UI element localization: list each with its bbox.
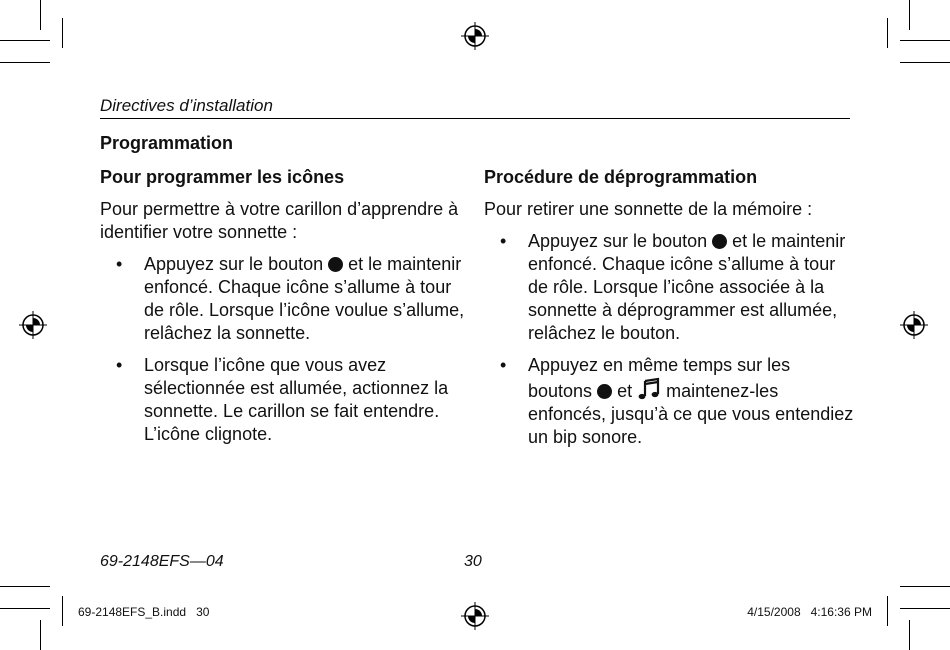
- bullet: •: [116, 355, 123, 375]
- list-item: [100, 354, 470, 446]
- crop-mark: [40, 620, 41, 650]
- list-item: [100, 253, 470, 345]
- crop-mark: [900, 62, 950, 63]
- document-code: 69-2148EFS—04: [100, 553, 224, 570]
- slug-filename: 69-2148EFS_B.indd 30: [78, 605, 210, 619]
- crop-mark: [887, 18, 888, 48]
- bullet: •: [500, 355, 507, 375]
- filled-circle-icon: [712, 234, 727, 249]
- crop-mark: [887, 596, 888, 626]
- bullet-text: Appuyez sur le bouton: [528, 231, 708, 251]
- filled-circle-icon: [328, 257, 343, 272]
- registration-mark-icon: [461, 22, 489, 50]
- list-item: [484, 230, 854, 345]
- section-title: Programmation: [100, 133, 234, 153]
- left-column: [100, 166, 470, 455]
- list-item: [484, 354, 854, 449]
- left-intro: Pour permettre à votre carillon d’apprendre à identifier votre sonnette :: [100, 199, 459, 242]
- registration-mark-icon: [19, 311, 47, 339]
- bullet: •: [500, 231, 507, 251]
- bullet-text: maintenez-les enfoncés, jusqu’à ce que vous entendiez un bip sonore.: [528, 381, 854, 447]
- crop-mark: [909, 0, 910, 30]
- page-number: 30: [464, 553, 482, 570]
- filled-circle-icon: [597, 384, 612, 399]
- running-header: Directives d’installation: [100, 96, 273, 115]
- right-subtitle: Procédure de déprogrammation: [484, 167, 758, 187]
- header-rule: [100, 118, 850, 119]
- slug-timestamp: 4/15/2008 4:16:36 PM: [747, 605, 872, 619]
- bullet-text: et: [617, 381, 633, 401]
- crop-mark: [900, 586, 950, 587]
- bullet-text: et le maintenir enfoncé. Chaque icône s’allume à tour de rôle. Lorsque l’icône voulue s’allume, relâchez la sonnette.: [144, 254, 465, 343]
- bullet-text: Appuyez en même temps sur les boutons: [528, 355, 791, 401]
- bullet-text: et le maintenir enfoncé. Chaque icône s’allume à tour de rôle. Lorsque l’icône associée à la sonnette à déprogrammer est allumée, relâchez le bouton.: [528, 231, 846, 343]
- crop-mark: [900, 40, 950, 41]
- crop-mark: [0, 586, 50, 587]
- crop-mark: [0, 62, 50, 63]
- left-subtitle: Pour programmer les icônes: [100, 167, 345, 187]
- right-column: [484, 166, 854, 458]
- right-bullet-list: [484, 230, 854, 449]
- registration-mark-icon: [900, 311, 928, 339]
- right-intro: Pour retirer une sonnette de la mémoire :: [484, 199, 813, 219]
- registration-mark-icon: [461, 602, 489, 630]
- bullet-text: Appuyez sur le bouton: [144, 254, 324, 274]
- crop-mark: [40, 0, 41, 30]
- left-bullet-list: [100, 253, 470, 446]
- crop-mark: [0, 608, 50, 609]
- bullet: •: [116, 254, 123, 274]
- crop-mark: [62, 18, 63, 48]
- music-note-icon: [637, 377, 661, 401]
- crop-mark: [62, 596, 63, 626]
- crop-mark: [909, 620, 910, 650]
- bullet-text: Lorsque l’icône que vous avez sélectionnée est allumée, actionnez la sonnette. Le carillon se fait entendre. L’icône clignote.: [144, 355, 449, 444]
- crop-mark: [0, 40, 50, 41]
- crop-mark: [900, 608, 950, 609]
